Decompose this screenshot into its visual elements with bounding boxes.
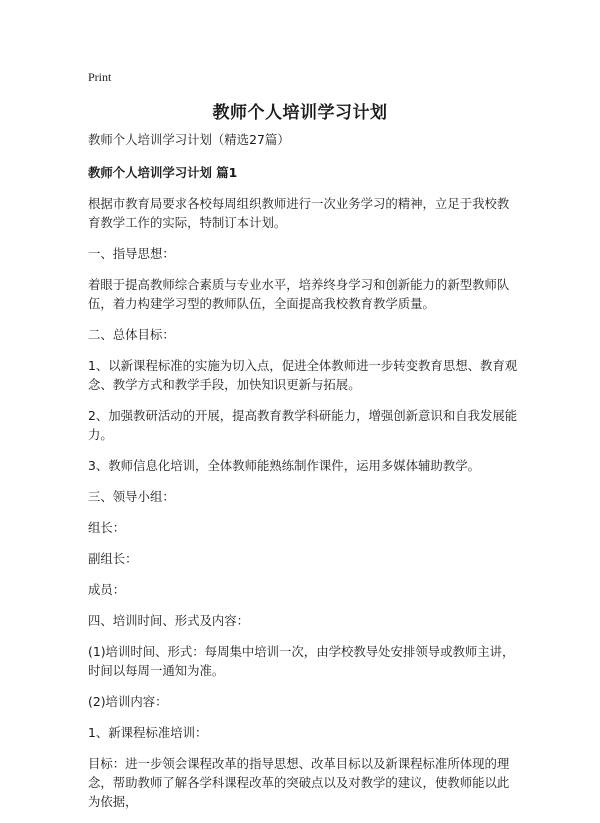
paragraph-goal-1: 1、以新课程标准的实施为切入点，促进全体教师进一步转变教育思想、教育观念、教学方式和教学手段，加快知识更新与拓展。 [88, 358, 518, 392]
paragraph-training-time: (1)培训时间、形式：每周集中培训一次，由学校教导处安排领导或教师主讲，时间以每周一通知为准。 [88, 644, 515, 678]
section-heading: 教师个人培训学习计划 篇1 [88, 165, 238, 180]
paragraph-guiding-thought: 着眼于提高教师综合素质与专业水平，培养终身学习和创新能力的新型教师队伍，着力构建学习型的教师队伍，全面提高我校教育教学质量。 [88, 277, 510, 311]
paragraph-goal-3: 3、教师信息化培训，全体教师能熟练制作课件，运用多媒体辅助教学。 [88, 458, 480, 473]
page-title: 教师个人培训学习计划 [212, 103, 388, 123]
heading-guiding-thought: 一、指导思想： [88, 246, 175, 261]
paragraph-intro: 根据市教育局要求各校每周组织教师进行一次业务学习的精神，立足于我校教育教学工作的实际，特制订本计划。 [88, 196, 510, 230]
heading-training-schedule: 四、培训时间、形式及内容： [88, 613, 250, 628]
paragraph-deputy-leader: 副组长： [88, 551, 138, 566]
paragraph-training-content: (2)培训内容： [88, 694, 168, 709]
heading-leadership-group: 三、领导小组： [88, 489, 175, 504]
paragraph-members: 成员： [88, 582, 126, 597]
print-link[interactable]: Print [88, 70, 112, 84]
heading-overall-goals: 二、总体目标： [88, 327, 175, 342]
paragraph-leader: 组长： [88, 520, 126, 535]
paragraph-curriculum-training: 1、新课程标准培训： [88, 725, 208, 740]
paragraph-goal-2: 2、加强教研活动的开展，提高教育教学科研能力，增强创新意识和自我发展能力。 [88, 408, 518, 442]
document-body [88, 130, 520, 823]
document-subtitle: 教师个人培训学习计划（精选27篇） [88, 132, 290, 147]
paragraph-curriculum-goal: 目标：进一步领会课程改革的指导思想、改革目标以及新课程标准所体现的理念，帮助教师了解各学科课程改革的突破点以及对教学的建议，使教师能以此为依据， [88, 756, 510, 809]
